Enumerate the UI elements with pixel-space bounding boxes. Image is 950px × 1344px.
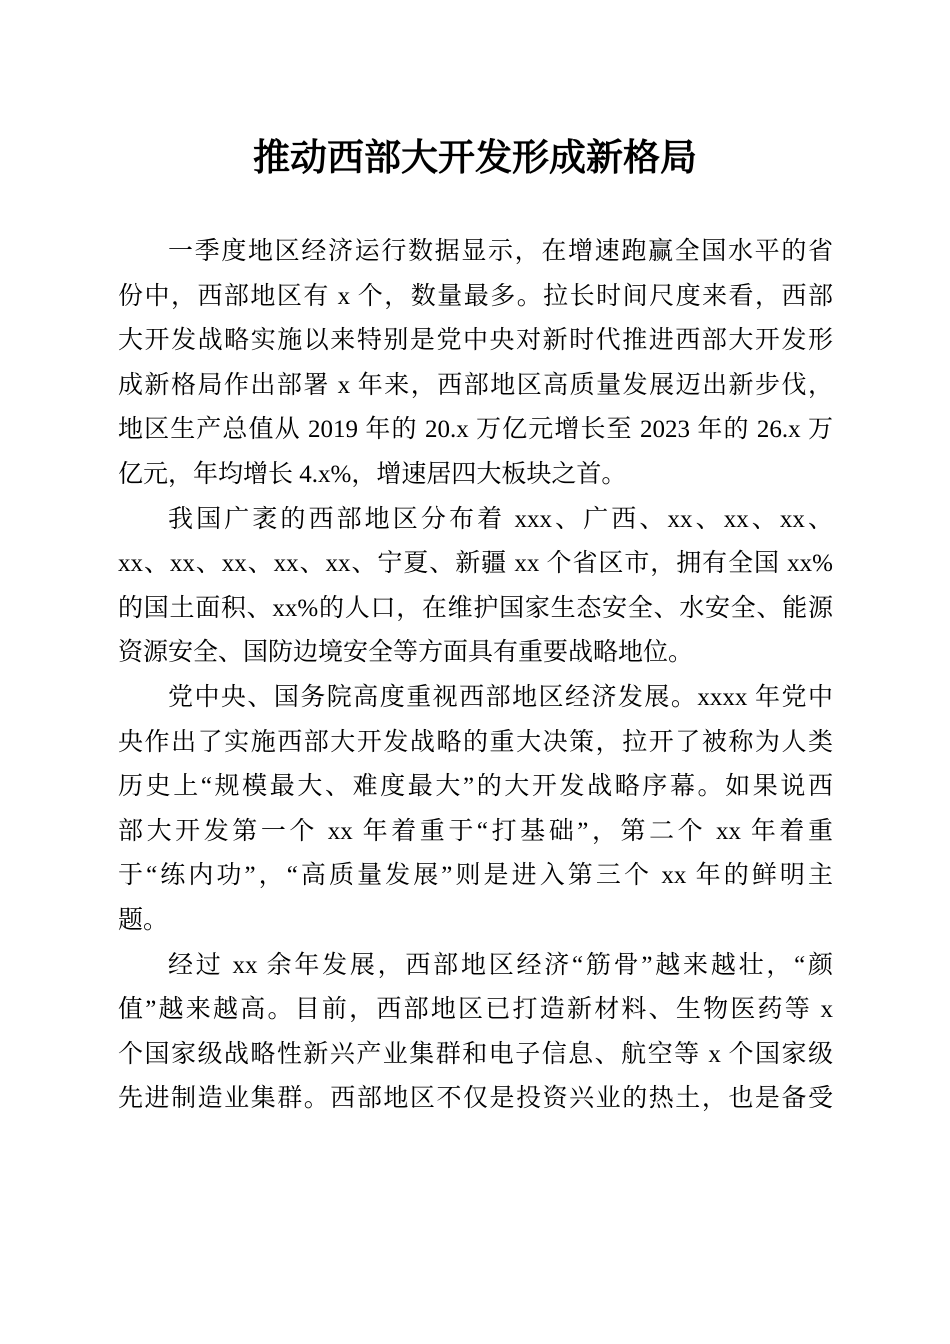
paragraph-line: 党中央、国务院高度重视西部地区经济发展。xxxx 年党中 xyxy=(168,683,833,711)
paragraph-line: 经过 xx 余年发展，西部地区经济“筋骨”越来越壮，“颜 xyxy=(168,951,833,979)
paragraph-line: 亿元，年均增长 4.x%，增速居四大板块之首。 xyxy=(118,460,627,488)
paragraph xyxy=(118,230,833,498)
paragraph-line: 成新格局作出部署 x 年来，西部地区高质量发展迈出新步伐， xyxy=(118,371,833,399)
paragraph-line: 大开发战略实施以来特别是党中央对新时代推进西部大开发形 xyxy=(118,327,833,355)
paragraph-line: 历史上“规模最大、难度最大”的大开发战略序幕。如果说西 xyxy=(118,773,833,801)
paragraph xyxy=(118,944,833,1122)
paragraph-line: 资源安全、国防边境安全等方面具有重要战略地位。 xyxy=(118,639,694,667)
paragraph-line: 的国土面积、xx%的人口，在维护国家生态安全、水安全、能源 xyxy=(118,594,833,622)
paragraph-line: 部大开发第一个 xx 年着重于“打基础”，第二个 xx 年着重 xyxy=(118,817,833,845)
paragraph-line: 个国家级战略性新兴产业集群和电子信息、航空等 x 个国家级 xyxy=(118,1040,833,1068)
paragraph-line: 一季度地区经济运行数据显示，在增速跑赢全国水平的省 xyxy=(168,238,833,265)
paragraph-line: 于“练内功”，“高质量发展”则是进入第三个 xx 年的鲜明主 xyxy=(118,862,833,890)
document-body xyxy=(118,230,833,1122)
paragraph-line: 先进制造业集群。西部地区不仅是投资兴业的热土，也是备受 xyxy=(118,1085,833,1113)
document-title: 推动西部大开发形成新格局 xyxy=(253,138,697,179)
paragraph-line: 地区生产总值从 2019 年的 20.x 万亿元增长至 2023 年的 26.x 万 xyxy=(118,416,833,444)
paragraph-line: 值”越来越高。目前，西部地区已打造新材料、生物医药等 x xyxy=(118,996,833,1024)
paragraph-line: 央作出了实施西部大开发战略的重大决策，拉开了被称为人类 xyxy=(118,728,833,756)
paragraph-line: 题。 xyxy=(118,906,169,934)
paragraph-line: xx、xx、xx、xx、xx、宁夏、新疆 xx 个省区市，拥有全国 xx% xyxy=(118,550,833,578)
paragraph-line: 份中，西部地区有 x 个，数量最多。拉长时间尺度来看，西部 xyxy=(118,282,833,310)
paragraph xyxy=(118,676,833,944)
paragraph-line: 我国广袤的西部地区分布着 xxx、广西、xx、xx、xx、 xyxy=(168,505,833,533)
paragraph xyxy=(118,498,833,676)
